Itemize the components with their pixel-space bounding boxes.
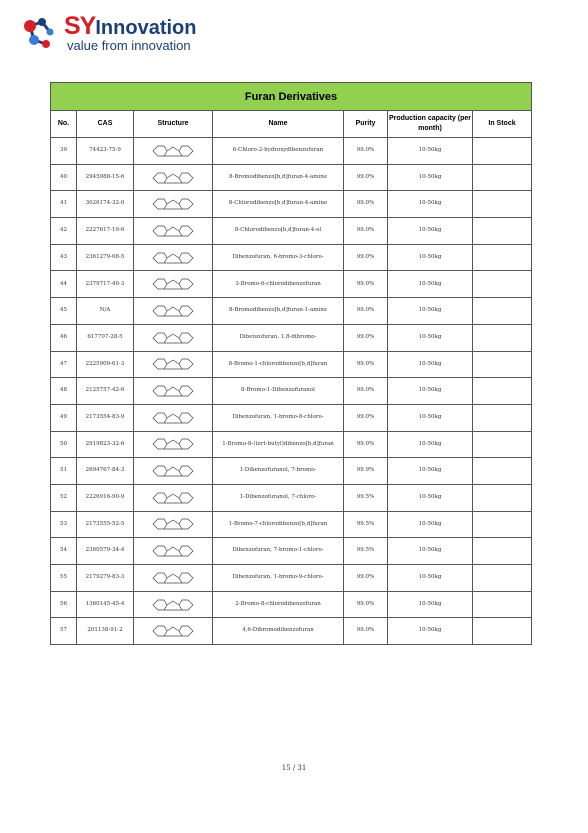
row-structure <box>134 298 213 325</box>
row-stock <box>473 138 532 165</box>
row-name: 8-Bromodibenzo[b,d]furan-1-amine <box>213 298 344 325</box>
row-stock <box>473 484 532 511</box>
row-capacity: 10-50kg <box>388 271 473 298</box>
molecule-logo-icon <box>20 14 60 54</box>
dibenzofuran-structure-icon <box>134 381 212 401</box>
header-structure: Structure <box>134 111 213 138</box>
row-structure <box>134 138 213 165</box>
row-stock <box>473 565 532 592</box>
row-structure <box>134 458 213 485</box>
row-name: Dibenzofuran, 1-bromo-8-chloro- <box>213 404 344 431</box>
row-purity: 99.0% <box>344 244 388 271</box>
row-stock <box>473 218 532 245</box>
row-name: Dibenzofuran, 1-bromo-9-chloro- <box>213 565 344 592</box>
header-name: Name <box>213 111 344 138</box>
row-no: 57 <box>51 618 77 645</box>
dibenzofuran-structure-icon <box>134 621 212 641</box>
row-cas: 2173555-52-5 <box>77 511 134 538</box>
dibenzofuran-structure-icon <box>134 461 212 481</box>
row-purity: 99.0% <box>344 351 388 378</box>
row-name: 6-Chloro-2-hydroxydibenzofuran <box>213 138 344 165</box>
row-cas: 617707-28-5 <box>77 324 134 351</box>
table-row <box>51 351 532 378</box>
row-stock <box>473 298 532 325</box>
table-row <box>51 191 532 218</box>
row-capacity: 10-50kg <box>388 218 473 245</box>
row-structure <box>134 591 213 618</box>
row-purity: 99.0% <box>344 404 388 431</box>
dibenzofuran-structure-icon <box>134 274 212 294</box>
table-row <box>51 458 532 485</box>
row-no: 53 <box>51 511 77 538</box>
row-capacity: 10-50kg <box>388 484 473 511</box>
dibenzofuran-structure-icon <box>134 354 212 374</box>
row-no: 40 <box>51 164 77 191</box>
row-structure <box>134 271 213 298</box>
row-stock <box>473 458 532 485</box>
row-purity: 99.5% <box>344 538 388 565</box>
row-purity: 99.0% <box>344 378 388 405</box>
table-row <box>51 404 532 431</box>
row-cas: 2379717-40-3 <box>77 271 134 298</box>
row-capacity: 10-50kg <box>388 565 473 592</box>
row-cas: 2361279-68-5 <box>77 244 134 271</box>
table-row <box>51 271 532 298</box>
row-capacity: 10-50kg <box>388 591 473 618</box>
row-no: 50 <box>51 431 77 458</box>
table-row <box>51 431 532 458</box>
row-capacity: 10-50kg <box>388 324 473 351</box>
table-title: Furan Derivatives <box>51 83 532 111</box>
dibenzofuran-structure-icon <box>134 301 212 321</box>
row-capacity: 10-50kg <box>388 511 473 538</box>
row-name: 1-Bromo-8-(tert-butyl)dibenzo[b,d]furan <box>213 431 344 458</box>
dibenzofuran-structure-icon <box>134 141 212 161</box>
row-stock <box>473 378 532 405</box>
dibenzofuran-structure-icon <box>134 568 212 588</box>
product-table <box>50 82 532 645</box>
row-structure <box>134 538 213 565</box>
table-row <box>51 538 532 565</box>
row-name: 8-Bromodibenzo[b,d]furan-4-amine <box>213 164 344 191</box>
row-purity: 99.5% <box>344 484 388 511</box>
table-row <box>51 218 532 245</box>
row-name: 2-Bromo-8-chlorodibenzofuran <box>213 591 344 618</box>
row-stock <box>473 404 532 431</box>
row-purity: 99.0% <box>344 591 388 618</box>
row-stock <box>473 618 532 645</box>
row-no: 48 <box>51 378 77 405</box>
row-capacity: 10-50kg <box>388 244 473 271</box>
row-cas: 2919823-32-6 <box>77 431 134 458</box>
row-name: Dibenzofuran, 7-bromo-1-chloro- <box>213 538 344 565</box>
row-structure <box>134 191 213 218</box>
row-structure <box>134 218 213 245</box>
row-capacity: 10-50kg <box>388 378 473 405</box>
row-capacity: 10-50kg <box>388 431 473 458</box>
dibenzofuran-structure-icon <box>134 168 212 188</box>
row-no: 54 <box>51 538 77 565</box>
row-no: 49 <box>51 404 77 431</box>
row-name: 1-Dibenzofuranol, 7-bromo- <box>213 458 344 485</box>
row-structure <box>134 404 213 431</box>
row-cas: N/A <box>77 298 134 325</box>
brand-tagline: value from innovation <box>67 38 191 53</box>
row-purity: 99.5% <box>344 511 388 538</box>
header-cas: CAS <box>77 111 134 138</box>
row-cas: 2225909-61-3 <box>77 351 134 378</box>
table-row <box>51 244 532 271</box>
row-capacity: 10-50kg <box>388 298 473 325</box>
row-no: 41 <box>51 191 77 218</box>
row-purity: 99.0% <box>344 138 388 165</box>
row-no: 39 <box>51 138 77 165</box>
row-stock <box>473 351 532 378</box>
row-name: 4,6-Dibromodibenzofuran <box>213 618 344 645</box>
row-structure <box>134 378 213 405</box>
dibenzofuran-structure-icon <box>134 194 212 214</box>
row-stock <box>473 431 532 458</box>
row-structure <box>134 164 213 191</box>
header-purity: Purity <box>344 111 388 138</box>
dibenzofuran-structure-icon <box>134 595 212 615</box>
row-purity: 99.0% <box>344 191 388 218</box>
row-capacity: 10-50kg <box>388 351 473 378</box>
row-no: 45 <box>51 298 77 325</box>
header-capacity: Production capacity (per month) <box>388 111 473 138</box>
row-stock <box>473 324 532 351</box>
dibenzofuran-structure-icon <box>134 221 212 241</box>
row-cas: 2945988-15-6 <box>77 164 134 191</box>
row-name: 8-Chlorodibenzo[b,d]furan-4-ol <box>213 218 344 245</box>
table-row <box>51 484 532 511</box>
row-cas: 74423-75-9 <box>77 138 134 165</box>
row-structure <box>134 565 213 592</box>
row-cas: 2173554-83-9 <box>77 404 134 431</box>
row-name: 1-Bromo-7-chlorodibenzo[b,d]furan <box>213 511 344 538</box>
row-stock <box>473 511 532 538</box>
row-no: 47 <box>51 351 77 378</box>
row-no: 43 <box>51 244 77 271</box>
row-name: 8-Bromo-1-Dibenzofuranol <box>213 378 344 405</box>
dibenzofuran-structure-icon <box>134 328 212 348</box>
dibenzofuran-structure-icon <box>134 248 212 268</box>
row-structure <box>134 324 213 351</box>
table-row <box>51 565 532 592</box>
row-cas: 1360145-45-4 <box>77 591 134 618</box>
row-no: 46 <box>51 324 77 351</box>
row-capacity: 10-50kg <box>388 538 473 565</box>
header-no: No. <box>51 111 77 138</box>
row-capacity: 10-50kg <box>388 618 473 645</box>
table-row <box>51 378 532 405</box>
dibenzofuran-structure-icon <box>134 434 212 454</box>
table-row <box>51 164 532 191</box>
dibenzofuran-structure-icon <box>134 541 212 561</box>
table-row <box>51 298 532 325</box>
row-no: 51 <box>51 458 77 485</box>
row-purity: 99.0% <box>344 298 388 325</box>
row-capacity: 10-50kg <box>388 138 473 165</box>
row-structure <box>134 511 213 538</box>
row-cas: 201138-91-2 <box>77 618 134 645</box>
row-cas: 3026174-32-0 <box>77 191 134 218</box>
row-capacity: 10-50kg <box>388 404 473 431</box>
row-name: Dibenzofuran, 1,8-dibromo- <box>213 324 344 351</box>
table-row <box>51 511 532 538</box>
row-cas: 2179279-83-3 <box>77 565 134 592</box>
row-capacity: 10-50kg <box>388 164 473 191</box>
row-stock <box>473 538 532 565</box>
row-structure <box>134 351 213 378</box>
row-name: Dibenzofuran, 6-bromo-3-chloro- <box>213 244 344 271</box>
row-stock <box>473 271 532 298</box>
row-purity: 99.0% <box>344 164 388 191</box>
row-name: 8-Bromo-1-chlorodibenzo[b,d]furan <box>213 351 344 378</box>
row-purity: 99.0% <box>344 618 388 645</box>
row-no: 56 <box>51 591 77 618</box>
page-number: 15 / 31 <box>281 764 307 772</box>
row-capacity: 10-50kg <box>388 191 473 218</box>
row-purity: 99.0% <box>344 324 388 351</box>
row-capacity: 10-50kg <box>388 458 473 485</box>
row-stock <box>473 244 532 271</box>
company-logo <box>20 12 220 56</box>
row-stock <box>473 164 532 191</box>
table-row <box>51 138 532 165</box>
table-row <box>51 618 532 645</box>
row-stock <box>473 191 532 218</box>
row-structure <box>134 484 213 511</box>
header-stock: In Stock <box>473 111 532 138</box>
table-row <box>51 591 532 618</box>
row-no: 55 <box>51 565 77 592</box>
row-stock <box>473 591 532 618</box>
row-name: 1-Dibenzofuranol, 7-chloro- <box>213 484 344 511</box>
brand-name-blue: Innovation <box>95 17 197 39</box>
row-no: 42 <box>51 218 77 245</box>
row-purity: 99.0% <box>344 565 388 592</box>
row-no: 52 <box>51 484 77 511</box>
row-structure <box>134 618 213 645</box>
row-cas: 2226916-90-9 <box>77 484 134 511</box>
row-name: 3-Bromo-6-chlorodibenzofuran <box>213 271 344 298</box>
table-row <box>51 324 532 351</box>
brand-name-red: SY <box>64 12 96 40</box>
dibenzofuran-structure-icon <box>134 488 212 508</box>
row-cas: 2360579-34-4 <box>77 538 134 565</box>
row-purity: 99.9% <box>344 458 388 485</box>
dibenzofuran-structure-icon <box>134 408 212 428</box>
row-no: 44 <box>51 271 77 298</box>
row-purity: 99.0% <box>344 218 388 245</box>
row-cas: 2227617-19-6 <box>77 218 134 245</box>
row-name: 8-Chlorodibenzo[b,d]furan-4-amine <box>213 191 344 218</box>
row-cas: 2694767-84-3 <box>77 458 134 485</box>
row-cas: 2125757-42-6 <box>77 378 134 405</box>
row-purity: 99.0% <box>344 431 388 458</box>
row-structure <box>134 244 213 271</box>
row-purity: 99.0% <box>344 271 388 298</box>
row-structure <box>134 431 213 458</box>
dibenzofuran-structure-icon <box>134 514 212 534</box>
brand-name <box>64 12 196 41</box>
